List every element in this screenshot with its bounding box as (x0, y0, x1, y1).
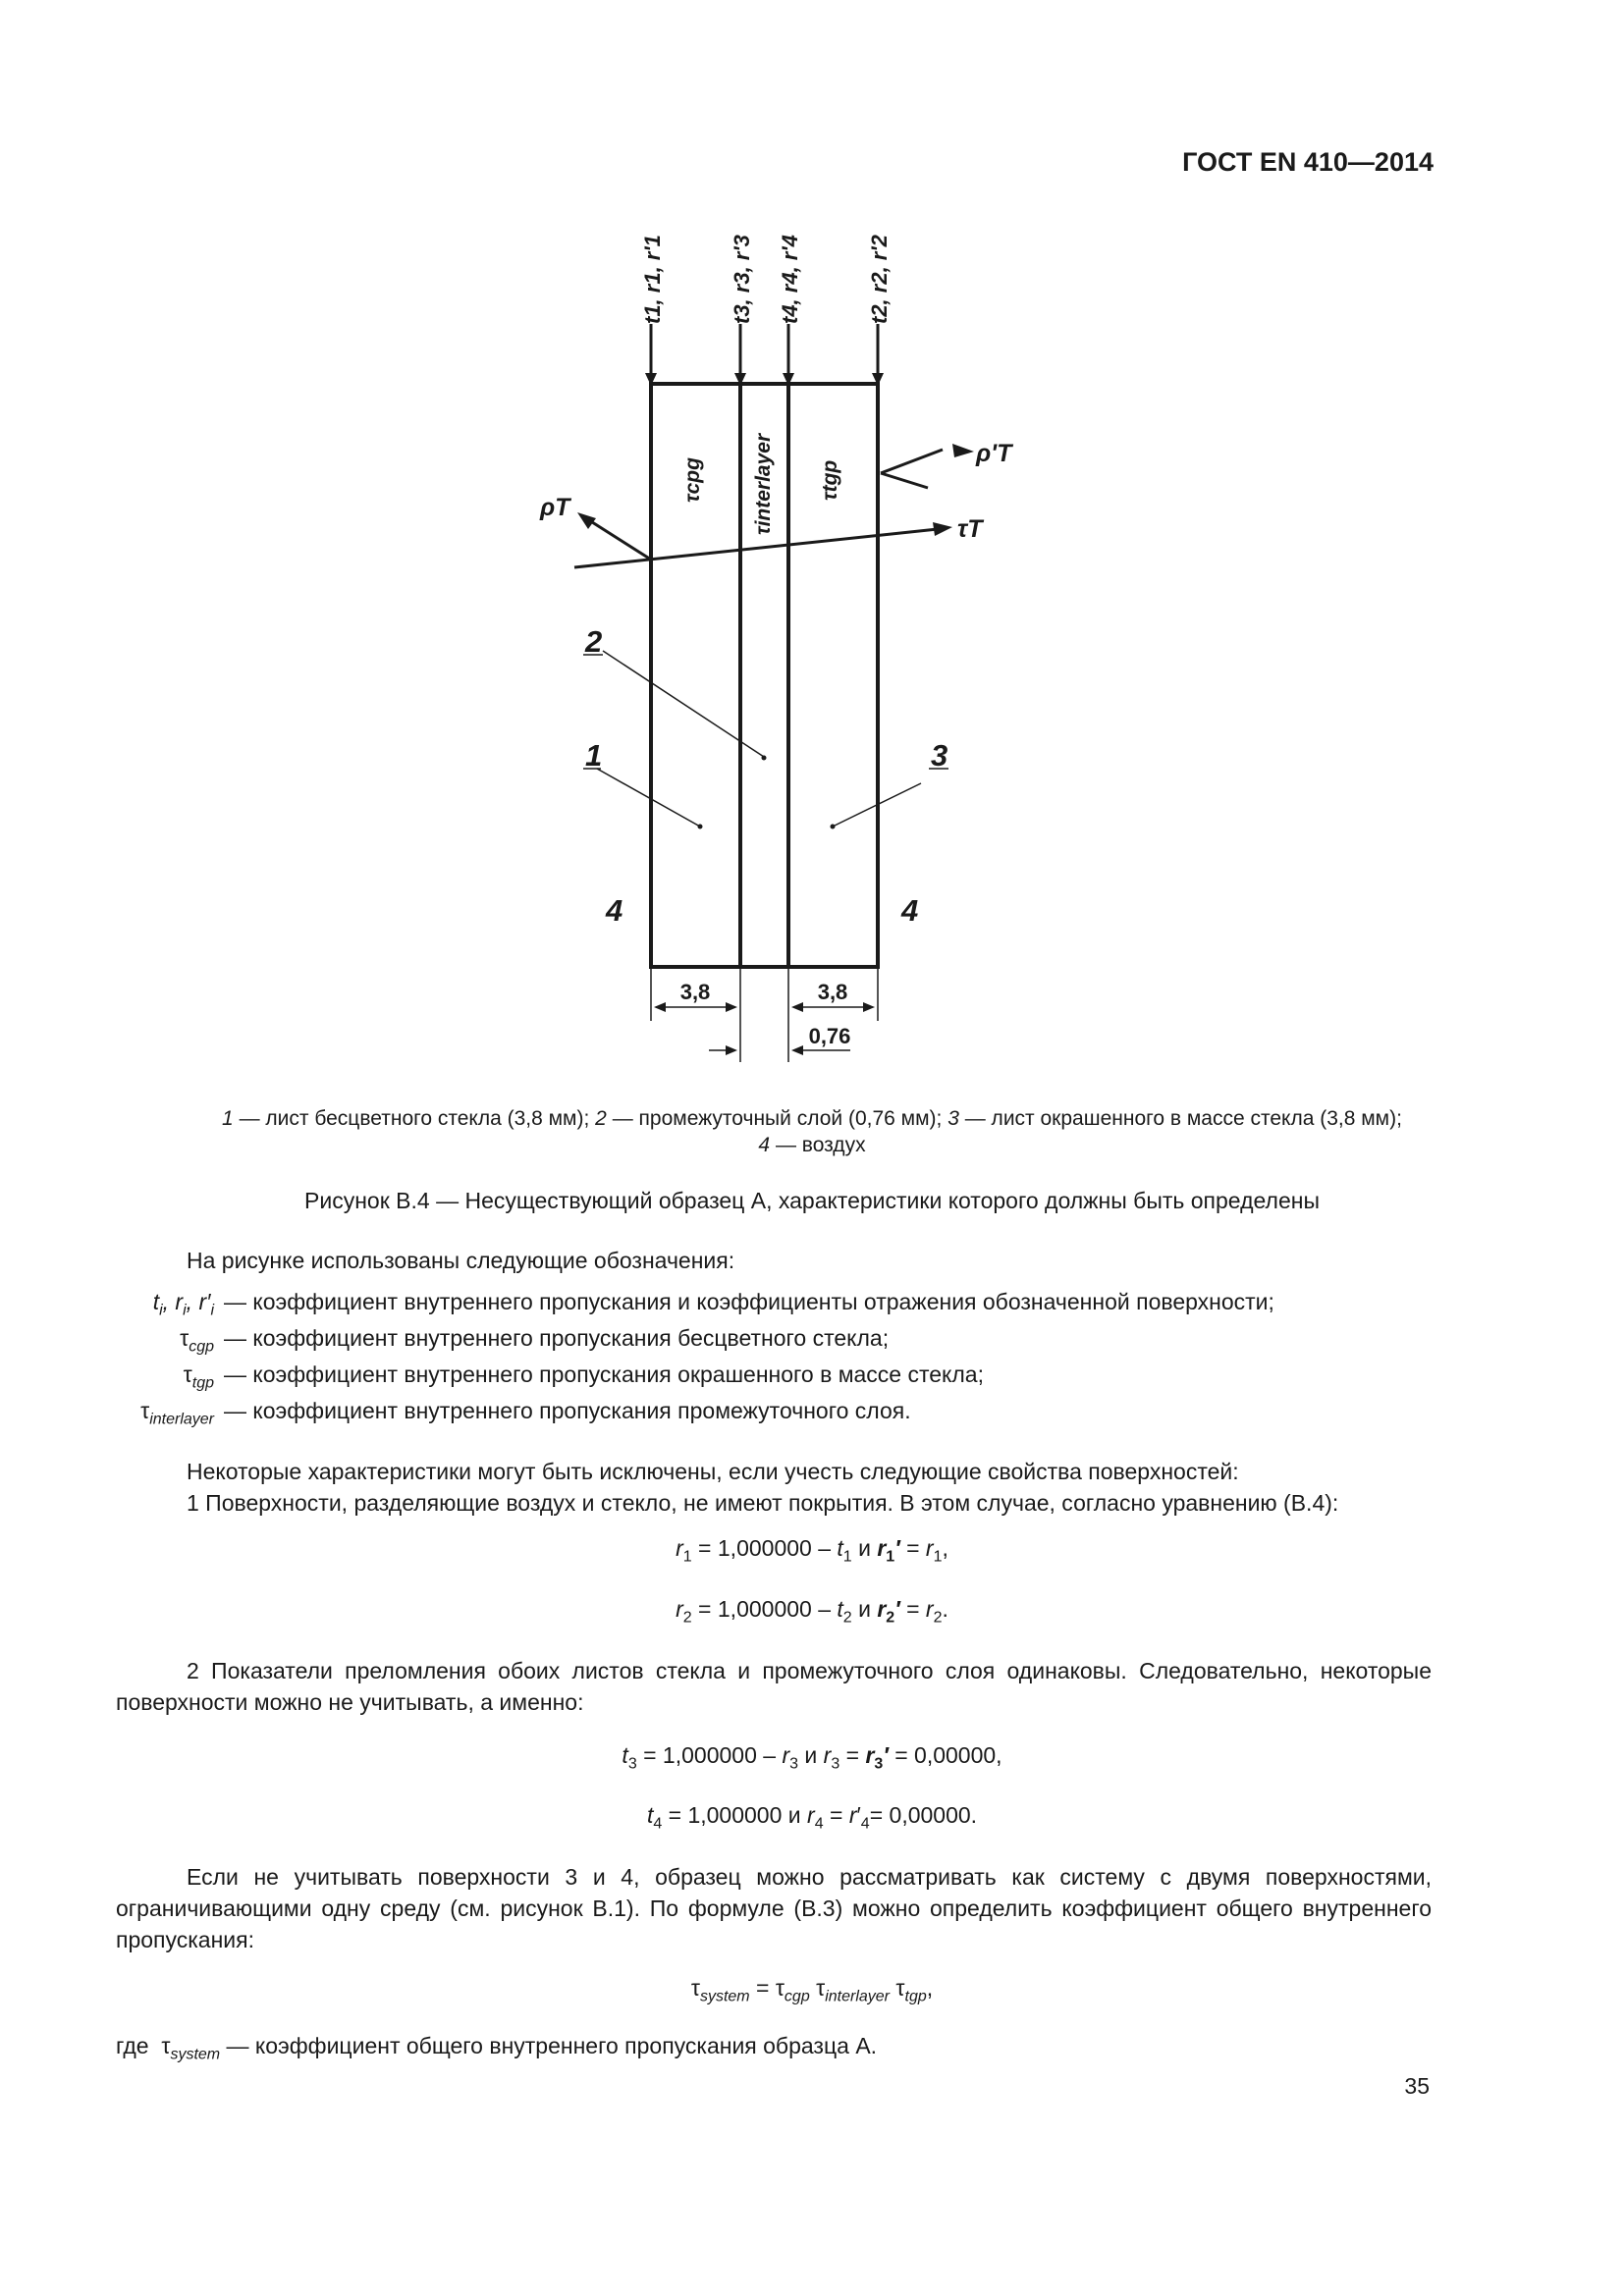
tau-t-label: τT (957, 515, 983, 543)
tau-cpg-label: τcpg (681, 457, 704, 503)
dim-tinted-glass: 3,8 (817, 980, 848, 1004)
figure-legend: 1 — лист бесцветного стекла (3,8 мм); 2 — промежуточный слой (0,76 мм); 3 — лист окрашенного в массе стекла (3,8 мм); 4 — воздух (222, 1107, 1402, 1156)
symbol-t-r: $t_i$, $r_i$, $r'_i$ (152, 1289, 214, 1319)
callout-3: 3 (931, 738, 948, 773)
symbol-tau-tgp: $\tau_{tgp}$ (183, 1362, 214, 1392)
tau-tgp-label: τtgp (819, 459, 841, 501)
top-label-1: t1, r1, r'1 (640, 235, 665, 324)
symbol-desc-2: — коэффициент внутреннего пропускания бесцветного стекла; (224, 1325, 890, 1351)
callout-4-right: 4 (901, 893, 919, 928)
paragraph-1: Некоторые характеристики могут быть исключены, если учесть следующие свойства поверхностей: (187, 1459, 1239, 1484)
equation-3: $t_3 = 1,000000 - r_3$ и $r_3 = r_3' = 0,00000$, (622, 1742, 1002, 1773)
paragraph-4: Если не учитывать поверхности 3 и 4, образец можно рассматривать как систему с двумя поверхностями, ограничивающими одну среду (см. рисунок В.1). По формуле (В.3) можно определить коэффициент общего внутреннего пропускания: (116, 1864, 1432, 1952)
equation-5: $\tau_{system} = \tau_{cgp}$ $\tau_{interlayer}$ $\tau_{tgp}$, (690, 1975, 934, 2005)
symbol-desc-1: — коэффициент внутреннего пропускания и коэффициенты отражения обозначенной поверхности; (224, 1289, 1274, 1314)
symbol-desc-4: — коэффициент внутреннего пропускания промежуточного слоя. (224, 1398, 911, 1423)
tau-interlayer-label: τinterlayer (752, 433, 775, 535)
dim-interlayer: 0,76 (808, 1024, 851, 1048)
top-label-3: t3, r3, r'3 (730, 235, 754, 324)
document-id: ГОСТ EN 410—2014 (1182, 147, 1434, 177)
symbol-tau-interlayer: $\tau_{interlayer}$ (140, 1398, 214, 1428)
page-number: 35 (1404, 2073, 1430, 2099)
symbol-tau-cgp: $\tau_{cgp}$ (180, 1325, 214, 1356)
rho-t-label: ρT (540, 494, 570, 521)
callout-2: 2 (585, 624, 603, 659)
paragraph-5: где $\tau_{system}$ — коэффициент общего внутреннего пропускания образца А. (116, 2033, 878, 2063)
figure-title: Рисунок В.4 — Несуществующий образец А, характеристики которого должны быть определены (304, 1188, 1320, 1213)
top-label-2: t2, r2, r'2 (867, 235, 892, 324)
callout-1: 1 (585, 738, 603, 773)
callout-4-left: 4 (606, 893, 623, 928)
symbol-desc-3: — коэффициент внутреннего пропускания окрашенного в массе стекла; (224, 1362, 984, 1387)
rho-t-prime-label: ρ'T (976, 440, 1012, 467)
equation-4: $t_4 = 1,000000$ и $r_4 = r'_4= 0,00000$. (646, 1802, 978, 1833)
top-label-4: t4, r4, r'4 (778, 235, 802, 324)
paragraph-2: 1 Поверхности, разделяющие воздух и стекло, не имеют покрытия. В этом случае, согласно уравнению (В.4): (187, 1490, 1339, 1516)
equation-2: $r_2 = 1,000000 - t_2$ и $r_2' = r_2$. (676, 1596, 948, 1627)
figure-diagram (0, 0, 1624, 1090)
equation-1: $r_1 = 1,000000 - t_1$ и $r_1' = r_1$, (676, 1535, 948, 1566)
symbols-intro: На рисунке использованы следующие обозначения: (187, 1248, 735, 1273)
dim-clear-glass: 3,8 (679, 980, 711, 1004)
paragraph-3: 2 Показатели преломления обоих листов стекла и промежуточного слоя одинаковы. Следовательно, некоторые поверхности можно не учитывать, а именно: (116, 1658, 1432, 1715)
